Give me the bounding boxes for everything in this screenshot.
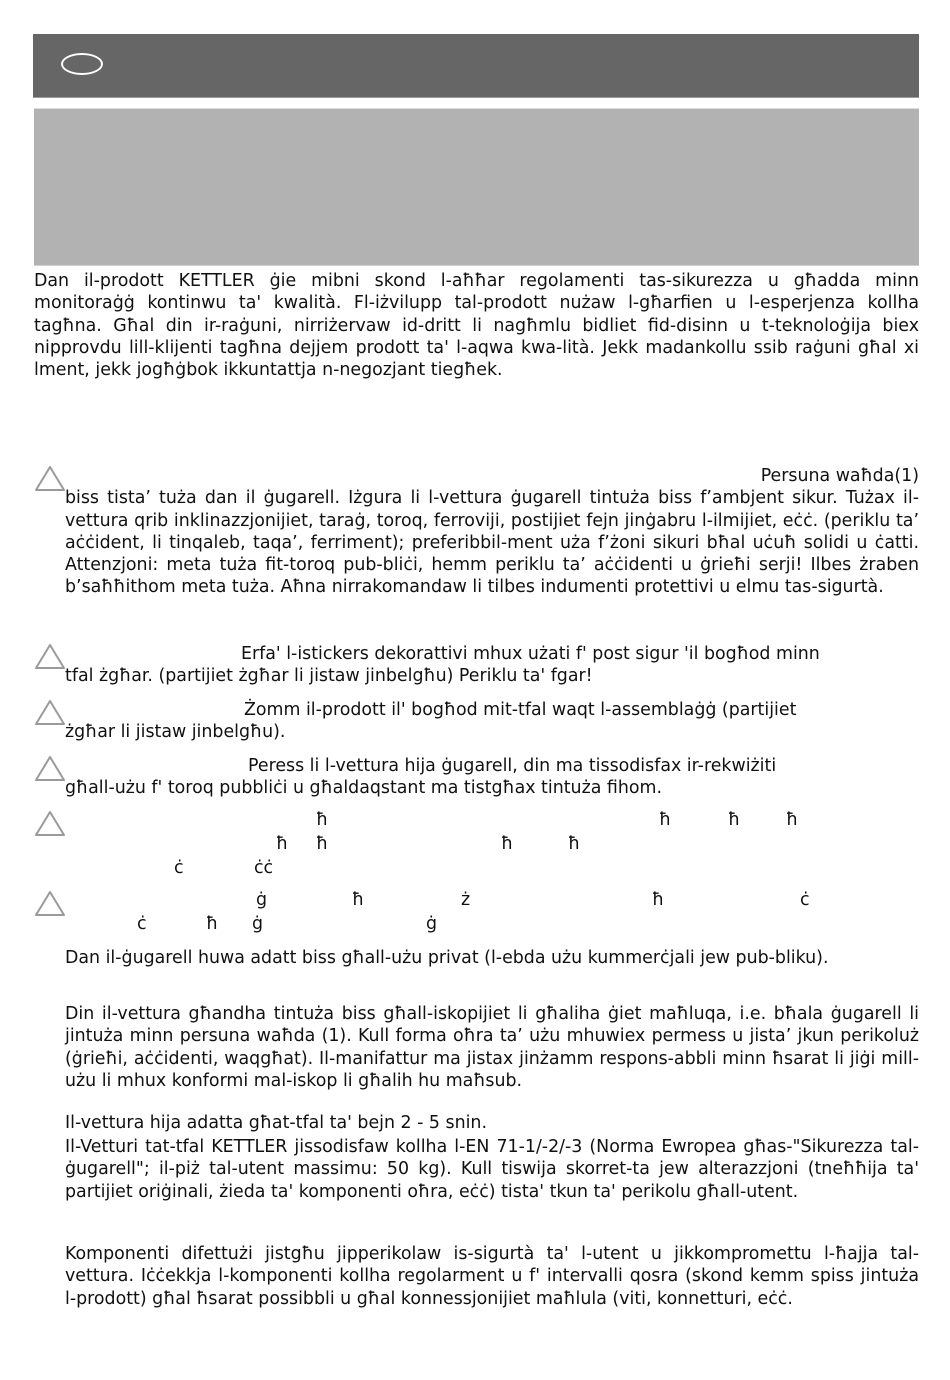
- warning-2-lead: Erfa' l-istickers dekorattivi mhux użati f' post sigur 'il bogħod minn: [241, 644, 820, 664]
- glyph-fragment: ħ: [659, 810, 672, 830]
- warning-2-text: tfal żgħar. (partijiet żgħar li jistaw jinbelgħu) Periklu ta' fgar!: [65, 666, 593, 687]
- warning-6-line-2: [34, 914, 919, 938]
- glyph-fragment: ċċ: [254, 858, 274, 878]
- intro-paragraph: Dan il-prodott KETTLER ġie mibni skond l-aħħar regolamenti tas-sikurezza u għadda minn monitoraġġ kontinwu ta' kwalità. Fl-iżvilupp tal-prodott nużaw l-għarfien u l-esperjenza kollha tagħna. Għal din ir-raġuni, nirriżervaw id-dritt li nagħmlu bidliet fid-disinn u t-teknoloġija biex nipprovdu lill-klijenti tagħna dejjem prodott ta' l-aqwa kwa-lità. Jekk madankollu ssib raġuni għal xi lment, jekk jogħġbok ikkuntattja n-negozjant tiegħek.: [34, 271, 919, 381]
- warning-triangle-icon: [34, 755, 66, 783]
- warning-3-text: żgħar li jistaw jinbelgħu).: [65, 722, 286, 743]
- glyph-fragment: ċ: [174, 858, 184, 878]
- glyph-fragment: ħ: [568, 834, 581, 854]
- header-bar: [33, 34, 919, 98]
- warning-block-3: [34, 699, 919, 744]
- age-paragraph: Il-vettura hija adatta għat-tfal ta' bejn 2 - 5 snin.: [65, 1113, 487, 1133]
- glyph-fragment: ħ: [316, 810, 329, 830]
- glyph-fragment: ħ: [352, 890, 365, 910]
- warning-triangle-icon: [34, 465, 66, 493]
- glyph-fragment: ħ: [206, 914, 219, 934]
- glyph-fragment: ż: [461, 890, 471, 910]
- warning-triangle-icon: [34, 699, 66, 727]
- glyph-fragment: ħ: [501, 834, 514, 854]
- glyph-fragment: ħ: [728, 810, 741, 830]
- glyph-fragment: ġ: [426, 914, 438, 934]
- language-badge-oval: [61, 53, 103, 75]
- glyph-fragment: ħ: [786, 810, 799, 830]
- warning-block-6: [34, 890, 919, 938]
- warning-triangle-icon: [34, 643, 66, 671]
- components-paragraph: Komponenti difettużi jistgħu jipperikolaw is-sigurtà ta' l-utent u jikkompromettu l-ħajja tal-vettura. Iċċekkja l-komponenti kollha regolarment u f' intervalli qosra (skond kemm spiss jintuża l-prodott) għal ħsarat possibbli u għal konnessjonijiet maħlula (viti, konnetturi, eċċ.: [65, 1244, 919, 1309]
- warning-1-text: biss tista’ tuża dan il ġugarell. Iżgura li l-vettura ġugarell tintuża biss f’ambjent sikur. Tużax il-vettura qrib inklinazzjonijiet, taraġ, toroq, ferroviji, postijiet fejn jinġabru l-ilmijiet, eċċ. (periklu ta’ aċċident, li tinqaleb, taqa’, ferriment); preferibbil-ment uża f’żoni sikuri bħal uċuħ solidi u ċatti. Attenzjoni: meta tuża fit-toroq pub-bliċi, hemm periklu ta’ aċċidenti u ġrieħi serji! Ilbes żraben b’saħħithom meta tuża. Aħna nirrakomandaw li tilbes indumenti protettivi u elmu tas-sigurtà.: [65, 488, 919, 598]
- usage-paragraph: Dan il-ġugarell huwa adatt biss għall-użu privat (l-ebda użu kummerċjali jew pub-bliku).: [65, 948, 829, 968]
- glyph-fragment: ġ: [252, 914, 264, 934]
- warning-3-lead: Żomm il-prodott il' bogħod mit-tfal waqt l-assemblaġġ (partijiet: [244, 700, 797, 720]
- warning-block-2: [34, 643, 919, 688]
- warning-4-lead: Peress li l-vettura hija ġugarell, din ma tissodisfax ir-rekwiżiti: [248, 756, 777, 776]
- title-panel: [34, 108, 919, 266]
- warning-block-1: [34, 465, 919, 599]
- warning-block-5: [34, 810, 919, 882]
- warning-6-line-1: [34, 890, 919, 914]
- warning-5-line-1: [34, 810, 919, 834]
- warning-4-text: għall-użu f' toroq pubbliċi u għaldaqstant ma tistgħax tintuża fihom.: [65, 778, 662, 799]
- purpose-paragraph: Din il-vettura għandha tintuża biss għall-iskopijiet li għaliha ġiet maħluqa, i.e. bħala ġugarell li jintuża minn persuna waħda (1). Kull forma oħra ta’ użu mhuwiex permess u jista’ jkun perikoluż (ġrieħi, aċċidenti, waqgħat). Il-manifattur ma jistax jinżamm respons-abbli minn ħsarat li jiġi mill-użu li mhux konformi mal-iskop li għalih hu maħsub.: [65, 1004, 919, 1091]
- warning-1-lead: Persuna waħda(1): [760, 466, 919, 486]
- glyph-fragment: ġ: [256, 890, 268, 910]
- standards-paragraph: Il-Vetturi tat-tfal KETTLER jissodisfaw kollha l-EN 71-1/-2/-3 (Norma Ewropea għas-"Sikurezza tal-ġugarell"; il-piż tal-utent massimu: 50 kg). Kull tiswija skorret-ta jew alterazzjoni (tneħħija ta' partijiet oriġinali, żieda ta' komponenti oħra, eċċ) tista' tkun ta' perikolu għall-utent.: [65, 1137, 919, 1202]
- warning-block-4: [34, 755, 919, 800]
- glyph-fragment: ħ: [652, 890, 665, 910]
- glyph-fragment: ċ: [137, 914, 147, 934]
- glyph-fragment: ħ: [316, 834, 329, 854]
- warning-5-line-3: [34, 858, 919, 882]
- warning-5-line-2: [34, 834, 919, 858]
- glyph-fragment: ċ: [800, 890, 810, 910]
- glyph-fragment: ħ: [276, 834, 289, 854]
